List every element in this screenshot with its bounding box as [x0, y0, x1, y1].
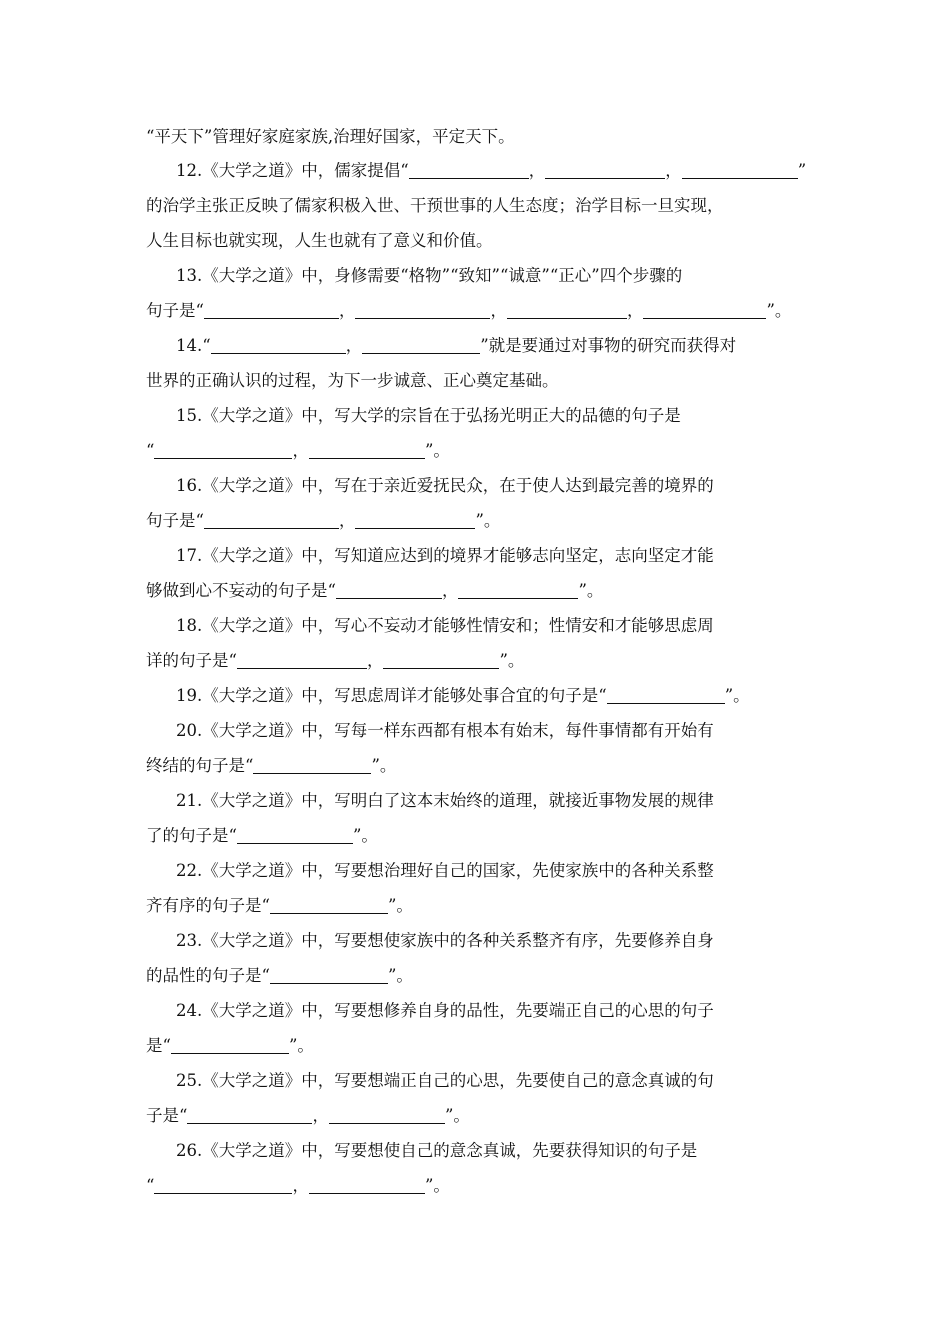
text-line: 够做到心不妄动的句子是“ ， ”。 — [146, 581, 604, 600]
text-line: 的品性的句子是“ ”。 — [146, 966, 413, 985]
text-line: 齐有序的句子是“ ”。 — [146, 896, 413, 915]
answer-blank[interactable] — [211, 336, 346, 354]
question-14: 14.“ ， ”就是要通过对事物的研究而获得对 — [176, 336, 737, 355]
text-line: 了的句子是“ ”。 — [146, 826, 378, 845]
answer-blank[interactable] — [458, 581, 578, 599]
answer-blank[interactable] — [270, 896, 388, 914]
answer-blank[interactable] — [253, 756, 371, 774]
answer-blank[interactable] — [204, 301, 339, 319]
question-22: 22.《大学之道》中，写要想治理好自己的国家，先使家族中的各种关系整 — [176, 861, 714, 880]
question-15: 15.《大学之道》中，写大学的宗旨在于弘扬光明正大的品德的句子是 — [176, 406, 681, 425]
text-line: 是“ ”。 — [146, 1036, 314, 1055]
question-23: 23.《大学之道》中，写要想使家族中的各种关系整齐有序，先要修养自身 — [176, 931, 714, 950]
answer-blank[interactable] — [682, 161, 798, 179]
answer-blank[interactable] — [362, 336, 480, 354]
answer-blank[interactable] — [309, 441, 425, 459]
answer-blank[interactable] — [309, 1176, 425, 1194]
answer-blank[interactable] — [607, 686, 725, 704]
text-line: 子是“ ， ”。 — [146, 1106, 470, 1125]
question-24: 24.《大学之道》中，写要想修养自身的品性，先要端正自己的心思的句子 — [176, 1001, 714, 1020]
text-line: 句子是“ ， ”。 — [146, 511, 501, 530]
question-18: 18.《大学之道》中，写心不妄动才能够性情安和；性情安和才能够思虑周 — [176, 616, 714, 635]
answer-blank[interactable] — [329, 1106, 445, 1124]
question-26: 26.《大学之道》中，写要想使自己的意念真诚，先要获得知识的句子是 — [176, 1141, 698, 1160]
answer-blank[interactable] — [355, 301, 490, 319]
text-line: 终结的句子是“ ”。 — [146, 756, 397, 775]
answer-blank[interactable] — [507, 301, 627, 319]
text-line: 的治学主张正反映了儒家积极入世、干预世事的人生态度；治学目标一旦实现， — [146, 196, 724, 215]
answer-blank[interactable] — [204, 511, 339, 529]
question-17: 17.《大学之道》中，写知道应达到的境界才能够志向坚定，志向坚定才能 — [176, 546, 714, 565]
text-line: 世界的正确认识的过程，为下一步诚意、正心奠定基础。 — [146, 371, 559, 390]
text-line: “平天下”管理好家庭家族,治理好国家，平定天下。 — [146, 127, 515, 146]
question-16: 16.《大学之道》中，写在于亲近爱抚民众，在于使人达到最完善的境界的 — [176, 476, 714, 495]
text-line: “ ， ”。 — [146, 441, 450, 460]
answer-blank[interactable] — [237, 826, 353, 844]
question-21: 21.《大学之道》中，写明白了这本末始终的道理，就接近事物发展的规律 — [176, 791, 714, 810]
question-20: 20.《大学之道》中，写每一样东西都有根本有始末，每件事情都有开始有 — [176, 721, 714, 740]
answer-blank[interactable] — [154, 441, 292, 459]
question-12: 12.《大学之道》中，儒家提倡“ ， ， ” — [176, 161, 807, 180]
answer-blank[interactable] — [336, 581, 442, 599]
answer-blank[interactable] — [355, 511, 475, 529]
answer-blank[interactable] — [270, 966, 388, 984]
text-line: 人生目标也就实现，人生也就有了意义和价值。 — [146, 231, 493, 250]
question-25: 25.《大学之道》中，写要想端正自己的心思，先要使自己的意念真诚的句 — [176, 1071, 714, 1090]
text-line: “ ， ”。 — [146, 1176, 450, 1195]
answer-blank[interactable] — [171, 1036, 289, 1054]
answer-blank[interactable] — [545, 161, 665, 179]
answer-blank[interactable] — [409, 161, 529, 179]
question-19: 19.《大学之道》中，写思虑周详才能够处事合宜的句子是“ ”。 — [176, 686, 750, 705]
answer-blank[interactable] — [154, 1176, 292, 1194]
answer-blank[interactable] — [187, 1106, 312, 1124]
answer-blank[interactable] — [643, 301, 766, 319]
text-line: 详的句子是“ ， ”。 — [146, 651, 525, 670]
answer-blank[interactable] — [383, 651, 499, 669]
text-line: 句子是“ ， ， ， ”。 — [146, 301, 792, 320]
answer-blank[interactable] — [237, 651, 367, 669]
question-13: 13.《大学之道》中，身修需要“格物”“致知”“诚意”“正心”四个步骤的 — [176, 266, 683, 285]
exercise-page — [146, 120, 806, 1203]
